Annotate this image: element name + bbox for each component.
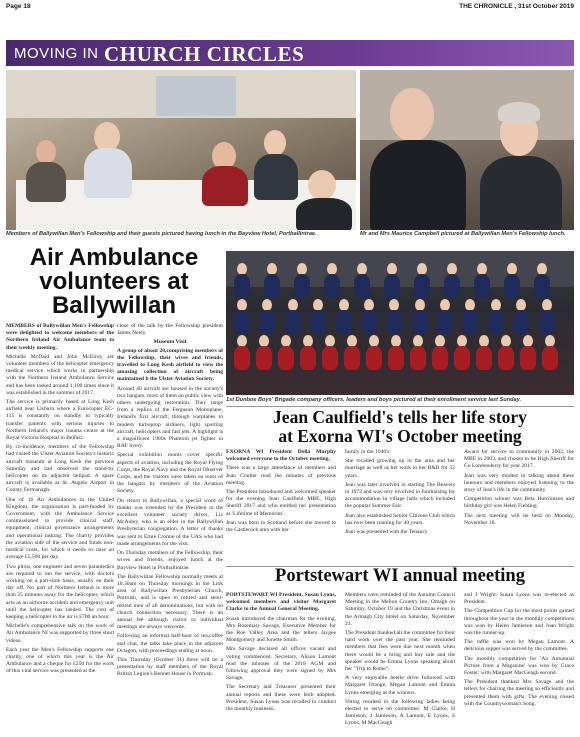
- article-paragraph: Around 40 aircraft are housed in the society's two hangars, most of them on public view with others undergoing restoration. They range from a replica of the Ferguson Monoplane, Ireland's first aircraft, through warplanes to modern turboprop airliners, light sporting aircraft, helicopters and fast jets. A highlight is a magnificent 1980s Phantom jet fighter in RAF livery.: [117, 385, 223, 450]
- article-paragraph: One of 16 Air Ambulances in the United Kingdom, the organisation is part-funded by Government, with the Ambulance Service commissioned to provide clinical staff, equipment, clinical governance arrangements and operational tasking. The charity provides the aviation side of the service and funds non-medical costs, for which it needs to raise an average £5,500 per day.: [6, 496, 114, 561]
- brigade-member-body: [234, 310, 250, 334]
- article-paragraph: She recalled growing up in the area and her marriage as well as her work in her B&B for 32 years.: [345, 458, 455, 479]
- boys-brigade-photo: [226, 251, 574, 395]
- lunch-group-photo: [6, 70, 356, 230]
- brigade-member-body: [488, 310, 504, 334]
- caulfield-headline: [226, 408, 574, 446]
- caulfield-column-3: [464, 449, 574, 529]
- brigade-member-body: [542, 346, 558, 370]
- brigade-member-body: [454, 346, 470, 370]
- brigade-member-body: [462, 310, 478, 334]
- article-paragraph: Jean also established Senior Citizens Club which has now been running for 40 years.: [345, 512, 455, 526]
- portstewart-column-3: [464, 592, 574, 710]
- brigade-member-body: [278, 346, 294, 370]
- brigade-member-body: [412, 310, 428, 334]
- article-paragraph: Competition winner was Beta Hutchinson and birthday girl was Helen Fielding.: [464, 496, 574, 510]
- headline-line-1: Air Ambulance: [29, 244, 199, 271]
- article-paragraph: A group of about 20,comprising members of the Fellowship, their wives and friends, travelled to Long Kesh airfield to view the amazing collection of aircraft being maintained b the Ulster Aviation Society.: [117, 347, 223, 383]
- couple-photo-caption: Mr and Mrs Maurice Campbell pictured at Ballywillan Men's Fellowship lunch.: [360, 231, 566, 237]
- article-paragraph: Jean was presented with the Tenancy: [345, 529, 428, 536]
- brigade-member-body: [513, 310, 529, 334]
- brigade-photo-caption: 1st Dunboe Boys' Brigade company officers, leaders and boys pictured at their enrollment service last Sunday.: [226, 397, 522, 403]
- brigade-member-body: [476, 346, 492, 370]
- article-paragraph: Susan introduced the chairman for the evening, Mrs Rosemary Savage, Executive Member for the Roe Valley Area and the tellers Jaygee Montgomery and Jonette Smith.: [226, 615, 336, 644]
- brigade-member-body: [520, 346, 536, 370]
- article-paragraph: The Ballywillan Fellowship normally meets at 10.30am on Thursday mornings in the Link area of Ballywillan Presbyterian Church, Portrush, and is open to retired and semi-retired men of all denominations, but with no church connection necessary. There is an annual fee although visitor to individual meetings are always welcome.: [117, 573, 223, 631]
- brigade-member-body: [384, 274, 400, 298]
- brigade-member-body: [414, 274, 430, 298]
- air-ambulance-column-1: [6, 323, 114, 678]
- brigade-member-body: [444, 274, 460, 298]
- brigade-member-body: [388, 346, 404, 370]
- article-paragraph: Two pilots, one engineer and seven paramedics are required to run the service, with doctors working on a part-time basis, usually on their day off. No part of Northern Ireland is more than 25 minutes away for the helicopter, which acts as an airborne accident and emergency unit until the helicopter has landed. The cost of keeping a helicopter in the air is £700 an hour.: [6, 563, 114, 620]
- brigade-member-body: [474, 274, 490, 298]
- article-paragraph: Michelle McDaid and John McElroy are volunteer members of the helicopter emergency medical service which works in partnership with the Northern Ireland Ambulance Service and has been tasked around 1,100 times since it was established in the summer of 2017.: [6, 353, 114, 396]
- article-paragraph: The Competition Cup for the most points gained throughout the year in the monthly competitions was won by Helen Jamieson and Joan Wright was the runner-up.: [464, 608, 574, 637]
- caulfield-headline-line-1: Jean Caulfield's tells her life story: [273, 407, 527, 427]
- article-paragraph: Mrs Savage declared all offices vacant and voting commenced. Secretary, Alison Lamont read the minutes of the 2018 AGM and following approval they were signed by Mrs Savage.: [226, 646, 336, 682]
- caulfield-headline-line-2: at Exorna WI's October meeting: [278, 425, 522, 446]
- article-paragraph: The service is primarily based at Long Kesh airfield near Lisburn where a Eurocopter EC-135 is constantly on standby to typically transfer patients with serious injuries to Northern Ireland's major trauma centre at the Royal Victoria Hospital in Belfast.: [6, 399, 114, 442]
- article-paragraph: PORTSTEWART WI President, Susan Lyons, welcomed members and visitor Margaret Clarke to the Annual General Meeting.: [226, 592, 336, 613]
- article-paragraph: MEMBERS of Ballywillan Men's Fellowship were delighted to welcome members of the Northern Ireland Air Ambulance team to their weekly meeting.: [6, 323, 114, 351]
- brigade-member-body: [498, 346, 514, 370]
- article-paragraph: This Thursday (October 31) there will be a presentation by staff members of the Royal British Legion's Bennet House in Portrush.: [117, 656, 223, 678]
- museum-visit-subheading: Museum Visit: [153, 339, 187, 346]
- brigade-member-body: [285, 310, 301, 334]
- couple-photo: [360, 70, 574, 230]
- banner-church-circles: CHURCH CIRCLES: [104, 42, 305, 66]
- article-paragraph: Jean was born in Scotland before she moved to the Castlerock area with her: [226, 519, 336, 534]
- caulfield-column-2: [345, 449, 455, 538]
- brigade-member-body: [294, 274, 310, 298]
- portstewart-headline: Portstewart WI annual meeting: [275, 566, 525, 586]
- brigade-member-body: [344, 346, 360, 370]
- air-ambulance-headline: [6, 246, 222, 318]
- section-banner: [6, 40, 574, 66]
- brigade-member-body: [534, 274, 550, 298]
- article-paragraph: There was a large attendance of members and Jean Coulter read the minutes of previous meeting.: [226, 465, 336, 486]
- brigade-member-body: [322, 346, 338, 370]
- article-paragraph: Award for service to community in 2002, the MBE in 2003, and chosen to be High Sheriff for Co Londonderry for year 2017.: [464, 449, 574, 470]
- article-paragraph: Special exhibition rooms cover specific aspects of aviation, including the Royal Flying Corps, the Royal Navy and the Royal Observer Corps, and the visitors were taken on tours of the hangars by members of the Aviation Society.: [117, 452, 223, 495]
- article-paragraph: Michelle's comprehensive talk on the work of Air Ambulance NI was supported by three short videos.: [6, 623, 114, 644]
- brigade-member-body: [361, 310, 377, 334]
- article-paragraph: The raffle was won by Megan Lamont. A delicious supper was served by the committee.: [464, 639, 574, 653]
- brigade-member-body: [386, 310, 402, 334]
- brigade-member-body: [539, 310, 555, 334]
- brigade-member-body: [259, 310, 275, 334]
- article-paragraph: and J Wright. Susan Lyons was re-elected as President.: [464, 592, 574, 606]
- brigade-member-body: [310, 310, 326, 334]
- article-paragraph: On Thursday members of the Fellowship, their wives and friends, enjoyed lunch at the Bayview Hotel in Portballintrae.: [117, 550, 223, 571]
- article-paragraph: Members were reminded of the Autumn Council Meeting in the Mellon Country Inn, Omagh on Saturday, October 19 and the Christmas event in the Armagh City Hotel on Saturday, November 23.: [345, 592, 455, 627]
- headline-line-2: volunteers at: [39, 268, 189, 295]
- brigade-member-body: [504, 274, 520, 298]
- article-paragraph: On return to Ballywillan, a special word of thanks was extended by the President to the excellent volunteer society driver, Liz McAuley, who is an elder in the Ballywillan Presbyterian congregation. A letter of thanks was sent to Ernie Cromie of the UAS who had made arrangements for the visit.: [117, 497, 223, 547]
- article-paragraph: Each year the Men's Fellowship supports one charity, one of which this year is the Air Ambulance and a cheque for £250 for the work of this vital service was presented at the: [6, 646, 114, 675]
- publication-date: THE CHRONICLE , 31st October 2019: [459, 3, 574, 10]
- article-paragraph: Jean was very modest in talking about these honours and members enjoyed listening to the story of Jean's life in the community.: [464, 472, 574, 494]
- caulfield-column-1: [226, 449, 336, 536]
- brigade-member-body: [336, 310, 352, 334]
- lunch-photo-caption: Members of Ballywillan Men's Fellowship and their guests pictured having lunch in the Bayview Hotel, Portballintrae.: [6, 231, 317, 237]
- banner-moving-in: MOVING IN: [14, 45, 99, 62]
- article-paragraph: Jean was later involved in starting The Beavers in 1972 and was very involved in fundraising for accommodation in village halls which included the popular Summer Fair.: [345, 481, 455, 510]
- air-ambulance-column-2: [117, 323, 223, 681]
- article-paragraph: The President thanked all the committee for their hard work over the past year. She reminded members that fees were due next month when there would be a bring and buy sale and the speaker would be Emma Lyons speaking about her "Trip to Rome".: [345, 630, 455, 673]
- article-paragraph: Following an informal half-hour of tea,coffee and chat, the talks take place in the adjacent Octagon, with proceedings ending at noon.: [117, 633, 223, 654]
- article-paragraph: EXORNA WI President Della Murphy welcomed everyone to the October meeting.: [226, 449, 336, 463]
- article-paragraph: The next meeting will be held on Monday, November 18.: [464, 512, 574, 526]
- page-number: Page 18: [6, 3, 31, 10]
- brigade-member-body: [354, 274, 370, 298]
- brigade-member-body: [264, 274, 280, 298]
- page-header: [6, 2, 574, 12]
- article-paragraph: The monthly competition for 'An Autumnal Picture from a Magazine' was won by Grace Foster; with Margaret MacGeagh second.: [464, 655, 574, 677]
- brigade-member-body: [437, 310, 453, 334]
- article-paragraph: family in the 1940's.: [345, 449, 391, 455]
- brigade-member-body: [366, 346, 382, 370]
- article-paragraph: close of the talk by the Fellowship president James Neely.: [117, 323, 223, 337]
- brigade-member-body: [432, 346, 448, 370]
- article-paragraph: The President introduced and welcomed speaker for the evening Jean Caulfield MBE, High Sheriff 2017 and who entitled her presentation as 'Lifetime of Memories'.: [226, 489, 336, 517]
- portstewart-column-2: [345, 592, 455, 730]
- brigade-member-body: [256, 346, 272, 370]
- brigade-member-body: [324, 274, 340, 298]
- brigade-member-body: [410, 346, 426, 370]
- article-paragraph: Voting resulted in the following ladies being elected to serve on committee: M Clarke, H Jamieson, J Jamieson, A Lamont, E Lyons, S Lyons, M MacGeagh: [345, 698, 455, 727]
- brigade-member-body: [300, 346, 316, 370]
- article-paragraph: The President thanked Mrs Savage and the tellers for chairing the meeting so efficiently and presented them with gifts. The evening closed with the Countrywoman's Song.: [464, 679, 574, 707]
- brigade-member-body: [234, 346, 250, 370]
- brigade-member-body: [234, 274, 250, 298]
- article-paragraph: A very enjoyable beetle drive followed with Margaret Orange, Megan Lamont and Emma Lyons emerging as the winners.: [345, 675, 455, 696]
- portstewart-column-1: [226, 592, 336, 715]
- article-paragraph: The Secretary and Treasurer presented their annual reports and these were both adopted. President, Susan Lyons was recalled to conduct the monthly business.: [226, 684, 336, 713]
- article-paragraph: By co-incidence, members of the Fellowship had visited the Ulster Aviation Society's historic aircraft museum at Long Kesh the previous Saturday and had observed the stand-by helicopter on its adjacent helipad. A spare aircraft is available at St. Angelo Airport in County Fermanagh.: [6, 444, 114, 494]
- headline-line-3: Ballywillan: [51, 292, 177, 319]
